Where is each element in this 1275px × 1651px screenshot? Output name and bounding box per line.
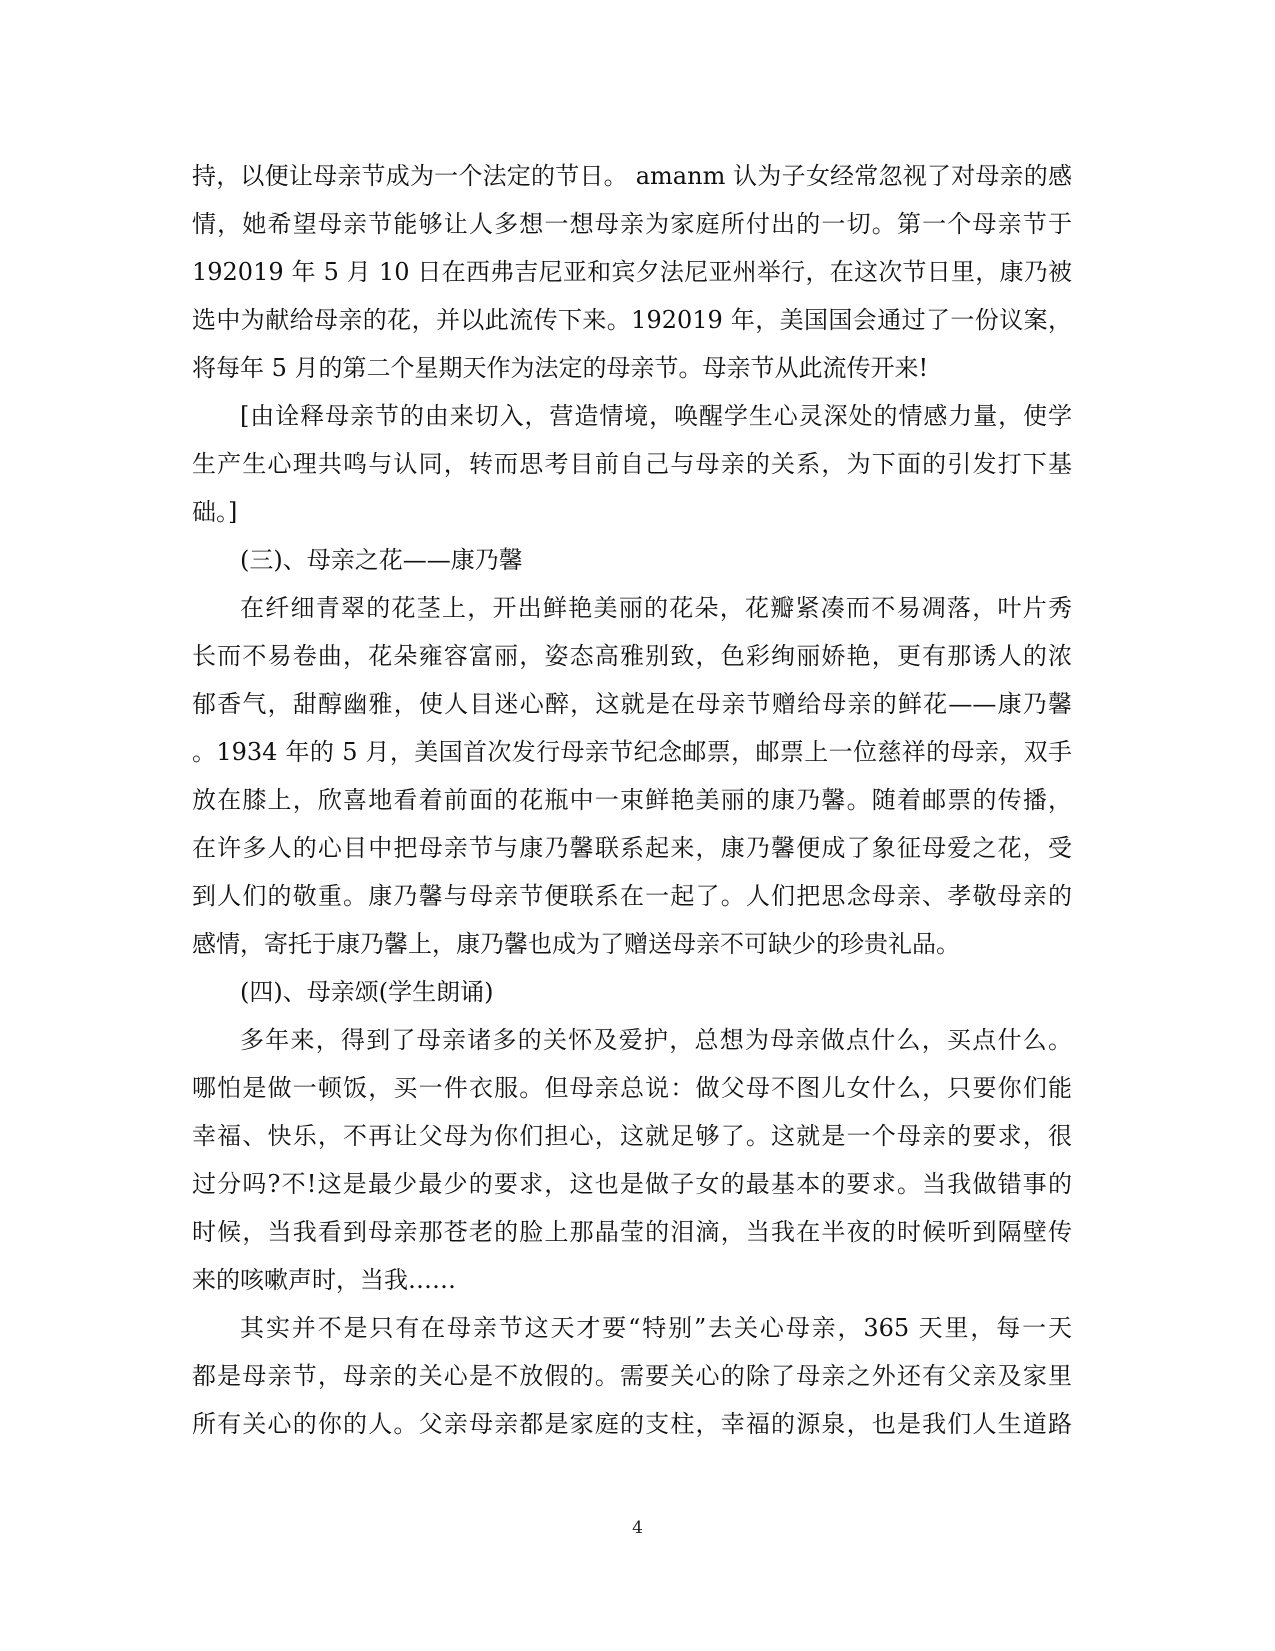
text-line: 长而不易卷曲，花朵雍容富丽，姿态高雅别致，色彩绚丽娇艳，更有那诱人的浓 — [192, 642, 1072, 670]
text-line: 持，以便让母亲节成为一个法定的节日。 amanm 认为子女经常忽视了对母亲的感 — [192, 162, 1072, 190]
text-line: 选中为献给母亲的花，并以此流传下来。192019 年，美国国会通过了一份议案， — [192, 306, 1072, 334]
text-line: 时候，当我看到母亲那苍老的脸上那晶莹的泪滴，当我在半夜的时候听到隔壁传 — [192, 1218, 1072, 1246]
text-line: 础。] — [192, 498, 238, 526]
text-line: 生产生心理共鸣与认同，转而思考目前自己与母亲的关系，为下面的引发打下基 — [192, 450, 1072, 478]
text-line: 幸福、快乐，不再让父母为你们担心，这就足够了。这就是一个母亲的要求，很 — [192, 1122, 1072, 1150]
text-line: 放在膝上，欣喜地看着前面的花瓶中一束鲜艳美丽的康乃馨。随着邮票的传播， — [192, 786, 1072, 814]
text-line: 情，她希望母亲节能够让人多想一想母亲为家庭所付出的一切。第一个母亲节于 — [192, 210, 1072, 238]
text-line: 过分吗?不!这是最少最少的要求，这也是做子女的最基本的要求。当我做错事的 — [192, 1170, 1072, 1198]
text-line: 所有关心的你的人。父亲母亲都是家庭的支柱，幸福的源泉，也是我们人生道路 — [192, 1410, 1072, 1438]
text-line: 。1934 年的 5 月，美国首次发行母亲节纪念邮票，邮票上一位慈祥的母亲，双手 — [192, 738, 1072, 766]
section-heading: (四)、母亲颂(学生朗诵) — [240, 978, 494, 1006]
text-line: 都是母亲节，母亲的关心是不放假的。需要关心的除了母亲之外还有父亲及家里 — [192, 1362, 1072, 1390]
text-line: 来的咳嗽声时，当我…… — [192, 1266, 456, 1294]
text-line: [由诠释母亲节的由来切入，营造情境，唤醒学生心灵深处的情感力量，使学 — [240, 402, 1072, 430]
text-line: 感情，寄托于康乃馨上，康乃馨也成为了赠送母亲不可缺少的珍贵礼品。 — [192, 930, 960, 958]
text-line: 192019 年 5 月 10 日在西弗吉尼亚和宾夕法尼亚州举行，在这次节日里，康乃被 — [192, 258, 1072, 286]
text-line: 将每年 5 月的第二个星期天作为法定的母亲节。母亲节从此流传开来! — [192, 354, 929, 382]
text-line: 在纤细青翠的花茎上，开出鲜艳美丽的花朵，花瓣紧凑而不易凋落，叶片秀 — [240, 594, 1072, 622]
text-line: 其实并不是只有在母亲节这天才要“特别”去关心母亲，365 天里，每一天 — [240, 1314, 1072, 1342]
text-line: 郁香气，甜醇幽雅，使人目迷心醉，这就是在母亲节赠给母亲的鲜花——康乃馨 — [192, 690, 1072, 718]
text-line: 多年来，得到了母亲诸多的关怀及爱护，总想为母亲做点什么，买点什么。 — [240, 1026, 1072, 1054]
section-heading: (三)、母亲之花——康乃馨 — [240, 546, 523, 574]
text-line: 哪怕是做一顿饭，买一件衣服。但母亲总说：做父母不图儿女什么，只要你们能 — [192, 1074, 1072, 1102]
page-number: 4 — [632, 1518, 643, 1538]
document-body — [192, 152, 1072, 1448]
text-line: 到人们的敬重。康乃馨与母亲节便联系在一起了。人们把思念母亲、孝敬母亲的 — [192, 882, 1072, 910]
text-line: 在许多人的心目中把母亲节与康乃馨联系起来，康乃馨便成了象征母爱之花，受 — [192, 834, 1072, 862]
